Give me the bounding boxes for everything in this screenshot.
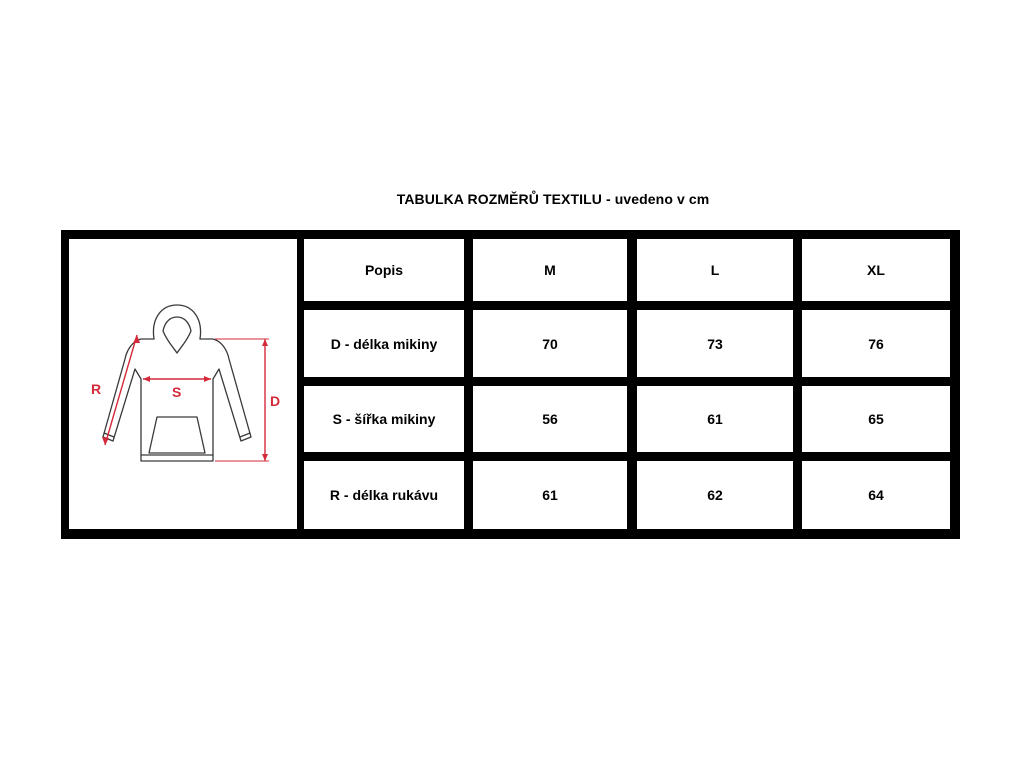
label-r: R [91, 381, 102, 397]
label-d: D [270, 393, 281, 409]
hoodie-icon [69, 239, 297, 529]
size-table [61, 230, 960, 539]
page-title: TABULKA ROZMĚRŮ TEXTILU - uvedeno v cm [396, 191, 710, 207]
row-label: D - délka mikiny [304, 310, 464, 377]
table-cell: 64 [802, 461, 950, 529]
header-size-l: L [637, 239, 793, 301]
table-cell: 65 [802, 386, 950, 452]
table-cell: 70 [473, 310, 627, 377]
header-size-xl: XL [802, 239, 950, 301]
hoodie-illustration-cell [69, 239, 297, 529]
header-size-m: M [473, 239, 627, 301]
table-cell: 61 [473, 461, 627, 529]
table-cell: 73 [637, 310, 793, 377]
table-cell: 61 [637, 386, 793, 452]
table-cell: 76 [802, 310, 950, 377]
table-cell: 56 [473, 386, 627, 452]
label-s: S [172, 384, 182, 400]
table-cell: 62 [637, 461, 793, 529]
row-label: S - šířka mikiny [304, 386, 464, 452]
header-popis: Popis [304, 239, 464, 301]
row-label: R - délka rukávu [304, 461, 464, 529]
